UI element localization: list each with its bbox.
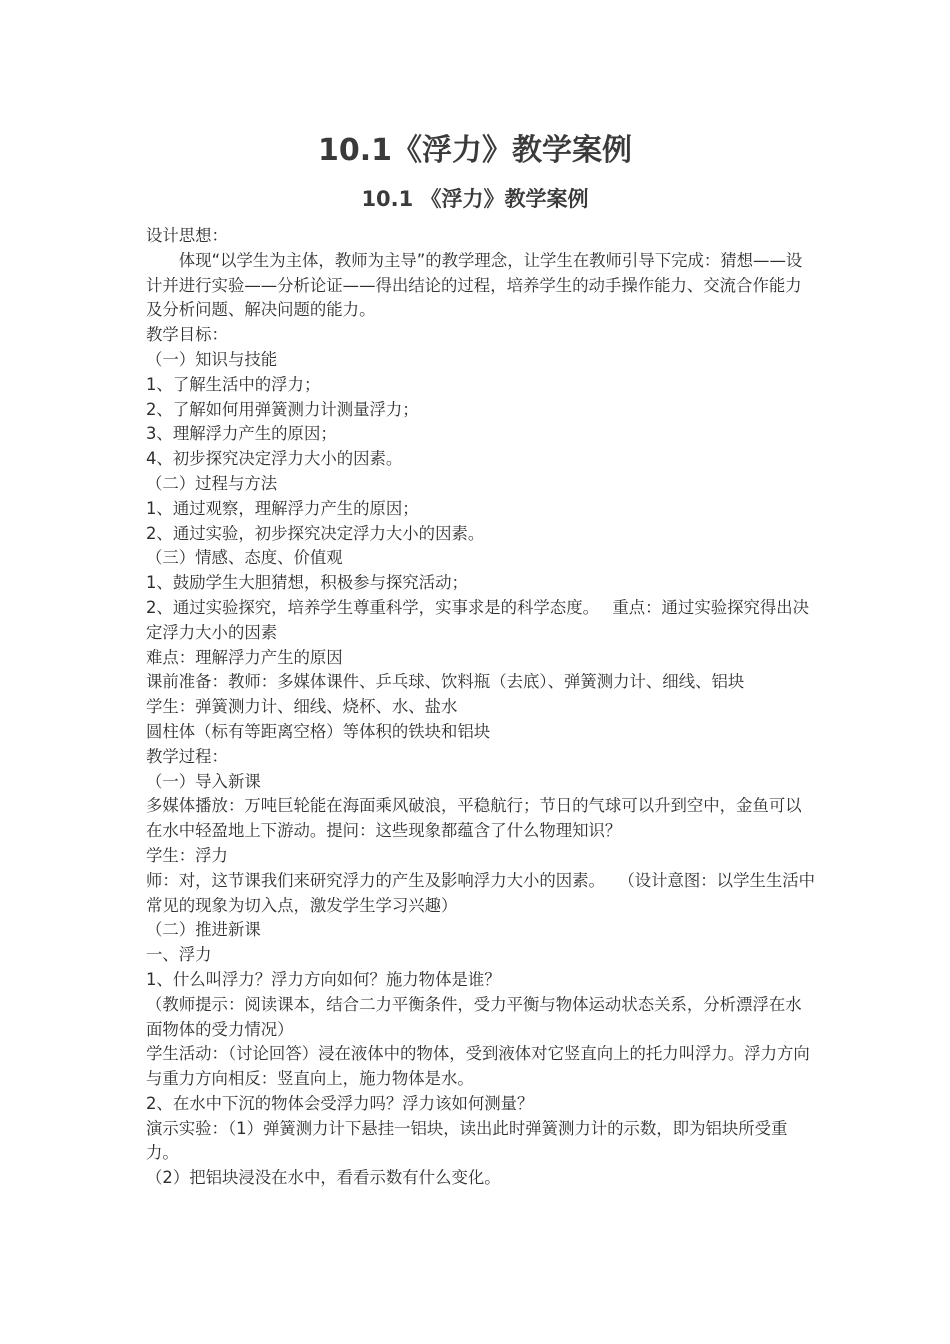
paragraph-goal-2-2: 2、通过实验，初步探究决定浮力大小的因素。: [146, 523, 485, 543]
paragraph-goal-2-1: 1、通过观察，理解浮力产生的原因；: [146, 498, 419, 518]
paragraph-demo-1: 演示实验：（1）弹簧测力计下悬挂一铝块，读出此时弹簧测力计的示数，即为铝块所受重力。: [146, 1118, 788, 1163]
paragraph-goals-section-1: （一）知识与技能: [146, 349, 278, 369]
paragraph-multimedia: 多媒体播放：万吨巨轮能在海面乘风破浪，平稳航行；节日的气球可以升到空中，金鱼可以在水中轻盈地上下游动。提问：这些现象都蕴含了什么物理知识？: [146, 796, 802, 841]
paragraph-design-heading: 设计思想：: [146, 226, 228, 245]
paragraph-goals-section-3: （三）情感、态度、价值观: [146, 548, 343, 568]
paragraph-goal-1-1: 1、了解生活中的浮力；: [146, 374, 321, 394]
paragraph-process-section-1: （一）导入新课: [146, 771, 261, 791]
paragraph-student-answer: 学生：浮力: [146, 845, 228, 865]
paragraph-prep-teacher: 课前准备：教师：多媒体课件、乒乓球、饮料瓶（去底）、弹簧测力计、细线、铝块: [146, 672, 745, 692]
paragraph-goals-heading: 教学目标：: [146, 325, 228, 345]
paragraph-difficulty: 难点：理解浮力产生的原因: [146, 647, 343, 667]
paragraph-goal-3-2-keypoint: 2、通过实验探究，培养学生尊重科学，实事求是的科学态度。 重点：通过实验探究得出决定浮力大小的因素: [146, 597, 810, 642]
paragraph-prep-student: 学生：弹簧测力计、细线、烧杯、水、盐水: [146, 697, 458, 717]
document-title: 10.1《浮力》教学案例: [317, 133, 633, 168]
document-body: [146, 224, 816, 1191]
paragraph-prep-cylinder: 圆柱体（标有等距离空格）等体积的铁块和铝块: [146, 721, 491, 741]
paragraph-goal-3-1: 1、鼓励学生大胆猜想，积极参与探究活动；: [146, 573, 468, 593]
paragraph-process-heading: 教学过程：: [146, 746, 228, 766]
document-subtitle: 10.1 《浮力》教学案例: [361, 187, 589, 211]
paragraph-demo-2: （2）把铝块浸没在水中，看看示数有什么变化。: [146, 1168, 501, 1188]
paragraph-teacher-intro: 师：对，这节课我们来研究浮力的产生及影响浮力大小的因素。 （设计意图：以学生生活中常见的现象为切入点，激发学生学习兴趣）: [146, 870, 816, 915]
paragraph-buoyancy-heading: 一、浮力: [146, 945, 212, 965]
paragraph-goal-1-2: 2、了解如何用弹簧测力计测量浮力；: [146, 399, 419, 419]
paragraph-teacher-hint: （教师提示：阅读课本，结合二力平衡条件，受力平衡与物体运动状态关系，分析漂浮在水面物体的受力情况）: [146, 994, 802, 1039]
paragraph-goal-1-3: 3、理解浮力产生的原因；: [146, 424, 337, 444]
paragraph-goal-1-4: 4、初步探究决定浮力大小的因素。: [146, 449, 403, 469]
paragraph-student-activity: 学生活动：（讨论回答）浸在液体中的物体，受到液体对它竖直向上的托力叫浮力。浮力方向与重力方向相反：竖直向上，施力物体是水。: [146, 1044, 810, 1089]
paragraph-question-2: 2、在水中下沉的物体会受浮力吗？浮力该如何测量？: [146, 1093, 534, 1113]
paragraph-design-text: 体现“以学生为主体，教师为主导”的教学理念，让学生在教师引导下完成：猜想——设计并进行实验——分析论证——得出结论的过程，培养学生的动手操作能力、交流合作能力及分析问题、解决问题的能力。: [146, 250, 803, 320]
paragraph-goals-section-2: （二）过程与方法: [146, 473, 278, 493]
paragraph-question-1: 1、什么叫浮力？浮力方向如何？施力物体是谁？: [146, 969, 501, 989]
paragraph-process-section-2: （二）推进新课: [146, 920, 261, 940]
